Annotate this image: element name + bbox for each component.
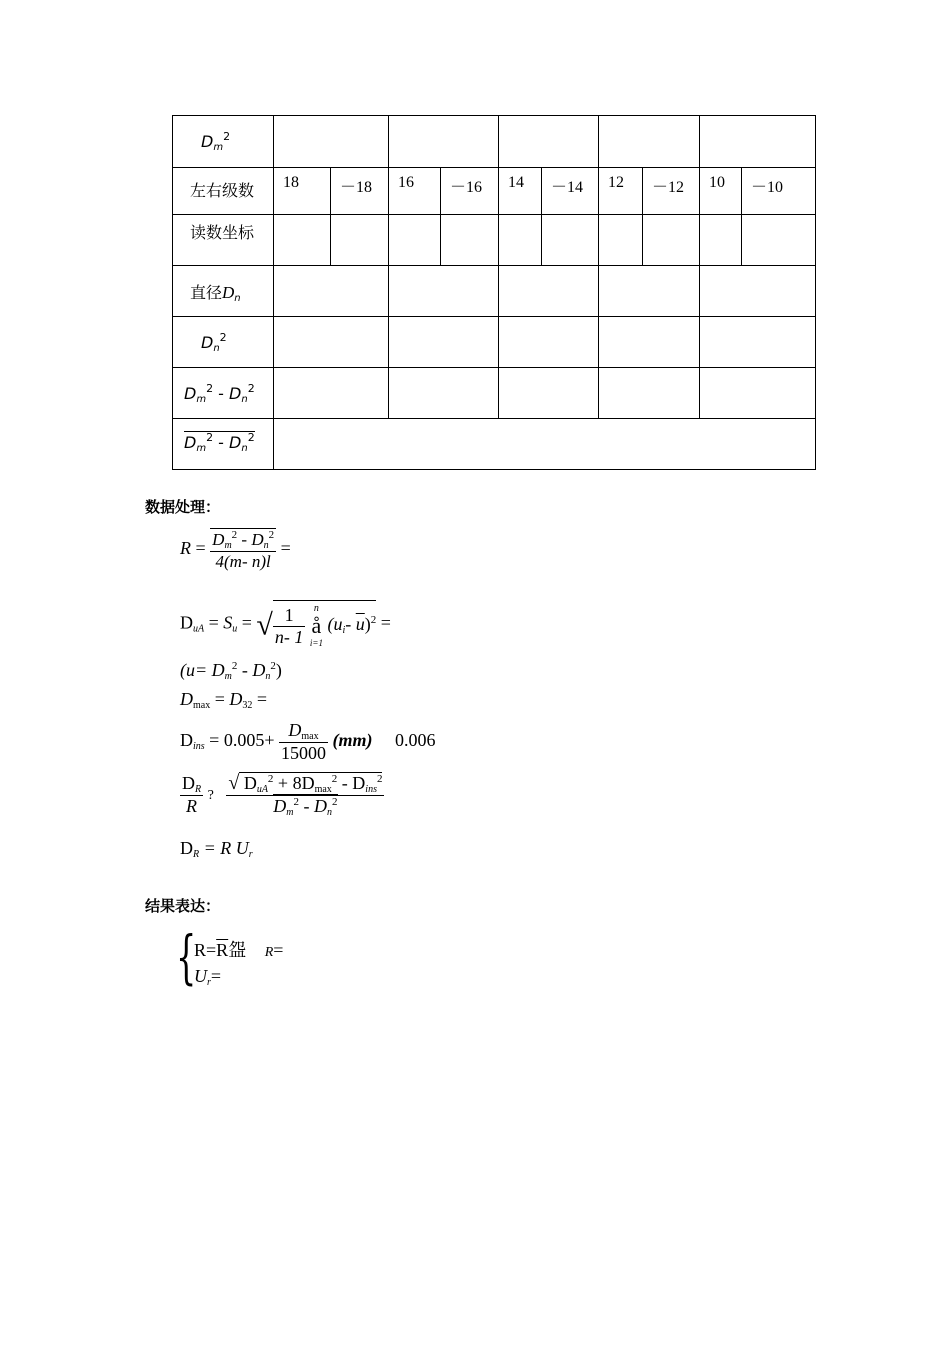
row-reading bbox=[173, 215, 816, 266]
cell bbox=[700, 266, 816, 317]
label-dm-squared: $D_m^2$ bbox=[173, 116, 274, 168]
row-diameter bbox=[173, 266, 816, 317]
cell bbox=[499, 317, 599, 368]
level-cell: 14 bbox=[499, 168, 542, 215]
label-dn-squared: $D_n^2$ bbox=[173, 317, 274, 368]
row-mean-difference bbox=[173, 419, 816, 470]
level-cell: －16 bbox=[441, 168, 499, 215]
level-cell: 16 bbox=[389, 168, 441, 215]
cell bbox=[643, 215, 700, 266]
cell bbox=[742, 215, 816, 266]
cell bbox=[499, 266, 599, 317]
cell bbox=[274, 368, 389, 419]
formula-dmax: $D_{max} = D_{32}$ = bbox=[180, 689, 268, 711]
cell bbox=[274, 266, 389, 317]
cell bbox=[499, 215, 542, 266]
cell bbox=[499, 116, 599, 168]
label-diameter: 直径$D_n$ bbox=[173, 266, 274, 317]
formula-relative-uncertainty: $\frac{D_R}{R}$ ? $\frac{√ D_{uA}^2 + 8D_{max}^2 - D_{ins}^2}{D_m^2 - D_n^2}$ bbox=[182, 772, 383, 818]
cell bbox=[274, 215, 331, 266]
cell bbox=[599, 215, 643, 266]
level-cell: －12 bbox=[643, 168, 700, 215]
cell bbox=[389, 368, 499, 419]
level-cell: 18 bbox=[274, 168, 331, 215]
formula-delta-ua: $D_{uA} = S_u$ = √ $\frac{1}{n- 1}$ n å i=1 ($u_i-$ $\overline{u})^2$ = bbox=[180, 600, 391, 649]
left-brace: { bbox=[176, 923, 197, 991]
label-mean-difference: $D_m^2 - D_n^2$ bbox=[173, 419, 274, 470]
cell bbox=[441, 215, 499, 266]
cell bbox=[274, 419, 816, 470]
measurement-table bbox=[172, 115, 816, 470]
cell bbox=[700, 317, 816, 368]
formula-u-definition: $(u= D_m^2 - D_n^2)$ bbox=[180, 660, 282, 682]
cell bbox=[389, 215, 441, 266]
cell bbox=[700, 215, 742, 266]
row-dm-squared bbox=[173, 116, 816, 168]
level-cell: 10 bbox=[700, 168, 742, 215]
section-title-result: 结果表达： bbox=[145, 897, 221, 915]
cell bbox=[389, 317, 499, 368]
formula-r: R = $\frac{D_m^2 - D_n^2}{4(m- n)l}$ = bbox=[180, 529, 291, 571]
level-cell: －18 bbox=[331, 168, 389, 215]
radical-sign: √ bbox=[256, 608, 273, 642]
cell bbox=[542, 215, 599, 266]
label-levels: 左右级数 bbox=[173, 168, 274, 215]
cell bbox=[599, 116, 700, 168]
formula-delta-r: $D_R = R$ $U_r$ bbox=[180, 838, 253, 860]
result-line-1: $R=\overline{R}$盌 R= bbox=[194, 940, 284, 960]
cell bbox=[274, 317, 389, 368]
cell bbox=[331, 215, 389, 266]
cell bbox=[599, 368, 700, 419]
row-difference bbox=[173, 368, 816, 419]
level-cell: －14 bbox=[542, 168, 599, 215]
cell bbox=[599, 317, 700, 368]
level-cell: －10 bbox=[742, 168, 816, 215]
formula-delta-ins: $D_{ins} = 0.005+$ $\frac{D_{max}}{15000}$ (mm) 0.006 bbox=[180, 720, 436, 763]
cell bbox=[389, 116, 499, 168]
label-difference: $D_m^2 - D_n^2$ bbox=[173, 368, 274, 419]
section-title-data: 数据处理： bbox=[145, 498, 221, 516]
cell bbox=[599, 266, 700, 317]
cell bbox=[499, 368, 599, 419]
level-cell: 12 bbox=[599, 168, 643, 215]
result-line-2: $U_r=$ bbox=[194, 966, 222, 988]
cell bbox=[700, 116, 816, 168]
row-levels bbox=[173, 168, 816, 215]
cell bbox=[389, 266, 499, 317]
cell bbox=[700, 368, 816, 419]
cell bbox=[274, 116, 389, 168]
label-reading: 读数坐标 bbox=[173, 215, 274, 266]
row-dn-squared bbox=[173, 317, 816, 368]
